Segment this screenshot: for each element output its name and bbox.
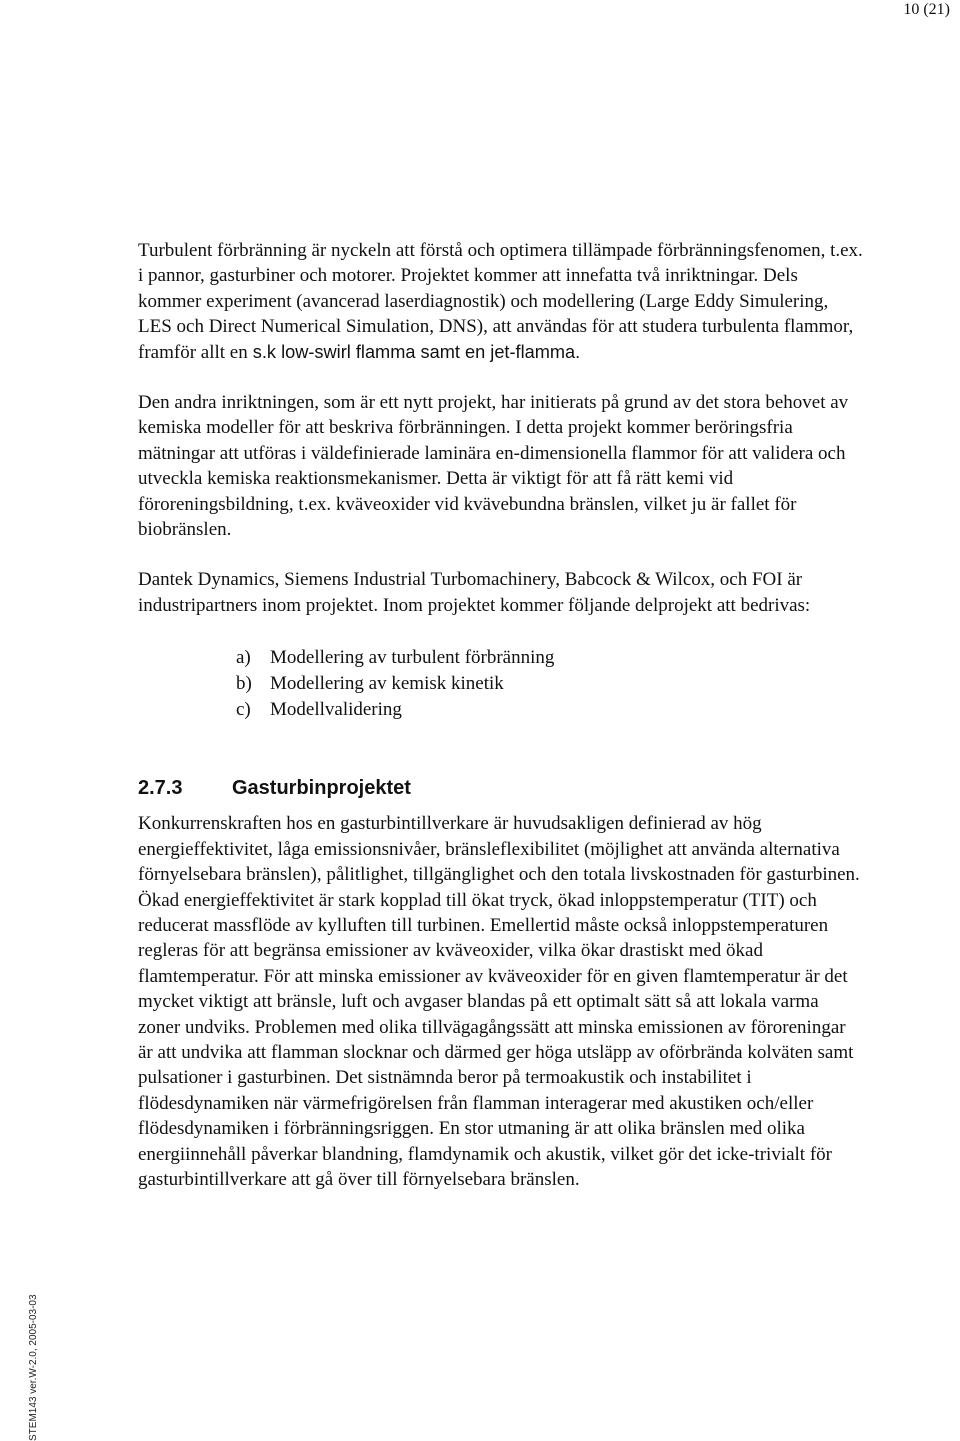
list-item-text: Modellvalidering (270, 699, 402, 721)
list-item-label: b) (236, 673, 252, 695)
list-item (236, 697, 864, 723)
paragraph-turbulent-combustion (138, 238, 864, 365)
paragraph-chemical-models: Den andra inriktningen, som är ett nytt projekt, har initierats på grund av det stora behovet av kemiska modeller för att beskriva förbränningen. I detta projekt kommer beröringsfria mätningar att utföras i väldefinierade laminära en-dimensionella flammor för att validera och utveckla kemiska reaktionsmekanismer. Detta är viktigt för att få rätt kemi vid föroreningsbildning, t.ex. kväveoxider vid kvävebundna bränslen, vilket ju är fallet för biobränslen. (138, 392, 849, 541)
list-item-text: Modellering av turbulent förbränning (270, 647, 555, 669)
section-title: Gasturbinprojektet (232, 777, 411, 800)
section-number: 2.7.3 (138, 777, 183, 800)
list-item (236, 671, 864, 697)
subproject-list (236, 645, 864, 723)
paragraph-text-sans: s.k low-swirl flamma samt en jet-flamma. (247, 341, 581, 362)
list-item-label: c) (236, 699, 251, 721)
section-heading (138, 775, 864, 801)
paragraph-text: Turbulent förbränning är nyckeln att förstå och optimera tillämpade förbränningsfenomen, t.ex. i pannor, gasturbiner och motorer. Projektet kommer att innefatta två inriktningar. Dels kommer experiment (avancerad laserdiagnostik) och modellering (Large Eddy Simulering, LES och Direct Numerical Simulation, DNS), att användas för att studera turbulenta flammor, framför allt en (138, 240, 863, 363)
page-number: 10 (21) (903, 1, 950, 18)
template-version-stamp: STEM143 ver.W-2.0, 2005-03-03 (28, 1294, 39, 1441)
paragraph-industry-partners: Dantek Dynamics, Siemens Industrial Turbomachinery, Babcock & Wilcox, och FOI är industripartners inom projektet. Inom projektet kommer följande delprojekt att bedrivas: (138, 569, 811, 616)
list-item-text: Modellering av kemisk kinetik (270, 673, 504, 695)
document-body (138, 238, 864, 1192)
list-item-label: a) (236, 647, 251, 669)
section-body-text: Konkurrenskraften hos en gasturbintillverkare är huvudsakligen definierad av hög energieffektivitet, låga emissionsnivåer, bränsleflexibilitet (möjlighet att använda alternativa förnyelsebara bränslen), pålitlighet, tillgänglighet och den totala livskostnaden för gasturbinen. Ökad energieffektivitet är stark kopplad till ökat tryck, ökad inloppstemperatur (TIT) och reducerat massflöde av kylluften till turbinen. Emellertid måste också inloppstemperaturen regleras för att begränsa emissioner av kväveoxider, vilka ökar drastiskt med ökad flamtemperatur. För att minska emissioner av kväveoxider för en given flamtemperatur är det mycket viktigt att bränsle, luft och avgaser blandas på ett optimalt sätt så att lokala varma zoner undviks. Problemen med olika tillvägagångssätt att minska emissionen av föroreningar är att undvika att flamman slocknar och därmed ger höga utsläpp av oförbrända kolväten samt pulsationer i gasturbinen. Det sistnämnda beror på termoakustik och instabilitet i flödesdynamiken när värmefrigörelsen från flamman interagerar med akustiken och/eller flödesdynamiken i förbränningsriggen. En stor utmaning är att olika bränslen med olika energiinnehåll påverkar blandning, flamdynamik och akustik, vilket gör det icke-trivialt för gasturbintillverkare att gå över till förnyelsebara bränslen. (138, 813, 860, 1190)
list-item (236, 645, 864, 671)
